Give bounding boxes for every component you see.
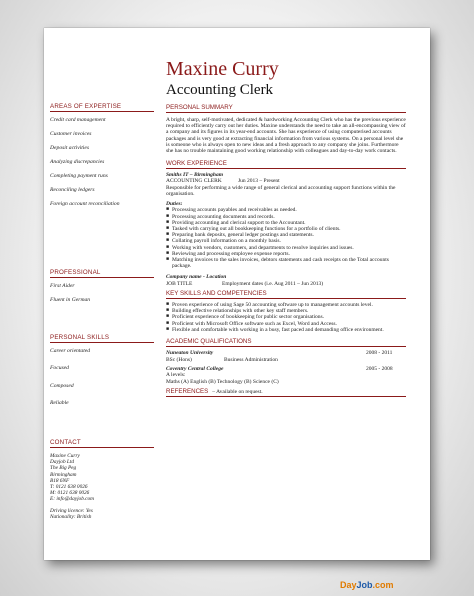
dayjob-logo [340,580,394,590]
duty-item: Providing accounting and clerical support to the Accountant. [172,219,306,226]
skill-item: Building effective relationships with other key staff members. [172,308,309,315]
job1-company: Smiths IT – Birmingham [166,172,224,179]
expertise-section [50,103,154,207]
cv-page [44,28,430,560]
contact-section [50,439,154,520]
contact-title: CONTACT [50,439,154,448]
personal-skills-section [50,334,154,407]
contact-line: The Big Peg [50,465,77,472]
university-dates: 2008 - 2011 [366,350,393,357]
duty-item: Collating payroll information on a monthly basis. [172,238,281,245]
personal-skill-item: Career orientated [50,348,91,354]
professional-title: PROFESSIONAL [50,269,154,278]
work-title: WORK EXPERIENCE [166,160,406,169]
university-name: Nuneaton University [166,350,214,357]
job1-dates: Jun 2013 – Present [238,178,280,185]
professional-item: Fluent in German [50,297,91,303]
expertise-item: Credit card management [50,117,106,123]
summary-text: A bright, sharp, self-motivated, dedicated & hardworking Accounting Clerk who has the previous experience required to efficiently carry out her duties. Maxine understands the need to take an all-encompassing view of a company and its figures in its year-end accounts. She has experience of using computerised accounts packages and is very good at extracting financial information from various systems. On a personal level she is someone who is always open to new ideas and a fresh approach to any company she joins. Furthermore she has no trouble maintaining good working relationship with colleagues and day-to-day work contacts. [166,117,406,155]
personal-skill-item: Composed [50,382,74,389]
cv-name: Maxine Curry [166,58,279,80]
professional-item: First Aider [50,283,75,289]
degree-subject: Business Administration [224,356,278,363]
duty-item: Processing accounts payables and receivables as needed. [172,207,297,214]
skill-item: Proven experience of using Sage 50 accounting software up to management accounts level. [172,302,373,309]
college-dates: 2005 - 2008 [366,365,393,372]
expertise-item: Completing payment runs [50,173,108,179]
expertise-item: Foreign account reconciliation [50,201,120,207]
duties-title: Duties: [166,201,183,208]
job2-dates: Employment dates (i.e. Aug 2011 – Jun 2013) [222,280,324,287]
duty-item: Processing accounting documents and records. [172,213,275,220]
contact-line: B18 6NF [50,477,70,484]
expertise-item: Customer invoices [50,131,92,137]
job1-title: ACCOUNTING CLERK [166,178,222,185]
cv-role: Accounting Clerk [166,82,274,98]
professional-section [50,269,154,303]
job1-desc: Responsible for performing a wide range of general clerical and accounting support functions within the organisation. [166,184,396,198]
references-rule [166,396,406,397]
duty-item: Matching invoices to the sales invoices, debtors statements and cash receipts on the Total accounts package. [172,257,389,270]
logo-part-job: Job [356,580,373,590]
job2-title: JOB TITLE [166,280,193,287]
contact-email: E: info@dayjob.com [50,496,95,503]
contact-line: Birmingham [50,471,77,478]
college-name: Coventry Central College [166,365,224,372]
expertise-title: AREAS OF EXPERTISE [50,103,154,112]
expertise-item: Reconciling ledgers [50,187,95,193]
duty-item: Preparing bank deposits, general ledger postings and statements. [172,232,314,239]
main-column: PERSONAL SUMMARY A bright, sharp, self-motivated, dedicated & hardworking Accounting Clerk who has the previous experience required to efficiently carry out her duties. Maxine understands the need to take an all-encompassing view of a company and its figures in its year-end accounts. She has experience of using computerised accounts packages and is very good at extracting financial information from various systems. On a personal level she is someone who is always open to new ideas and a fresh approach to any company she joins. Furthermore she has no trouble maintaining good working relationship with colleagues and day-to-day work contacts. WORK EXPERIENCE Smiths IT – Birmingham ACCOUNTING CLERK Jun 2013 – Present Responsible for performing a wide range of general clerical and accounting support functions within the organisation. Duties: ■ Processing accounts payables and receivables as needed. ■ Processing accounting documents and records. ■ Providing accounting and clerical support to the Accountant. ■ Tasked with carrying out all bookkeeping functions for a portfolio of clients. ■ Preparing bank deposits, general ledger postings and statements. ■ Collating payroll information on a monthly basis. ■ Working with vendors, customers, and departments to resolve inquiries and issues. ■ Reviewing and processing employee expense reports. ■ Matching invoices to the sales invoices, debtors statements and cash receipts on the Total accounts package. Company name - Location JOB TITLE Employment dates (i.e. Aug 2011 – Jun 2013) KEY SKILLS AND COMPETENCIES ■ Proven experience of using Sage 50 accounting software up to management accounts level. ■ Building effective relationships with other key staff members. ■ Proficient experience of bookkeeping for public sector organisations. ■ Proficient with Microsoft Office software such as Excel, Word and Access. ■ Flexible and comfortable with working in a busy, fast paced and demanding office environment. ACADEMIC QUALIFICATIONS Nuneaton University 2008 - 2011 BSc (Hons) Business Administration Coventry Central College 2005 - 2008 A levels: Maths (A) English (B) Technology (B) Science (C) REFERENCES – Available on request. [166,104,406,397]
degree: BSc (Hons) [166,356,192,363]
personal-skill-item: Reliable [50,400,69,407]
contact-line: Nationality: British [50,513,92,520]
duty-item: Reviewing and processing employee expense reports. [172,250,290,257]
skill-item: Proficient experience of bookkeeping for public sector organisations. [172,314,325,321]
expertise-item: Analyzing discrepancies [50,159,105,165]
contact-line: Driving licence: Yes [50,507,93,514]
skill-item: Proficient with Microsoft Office software such as Excel, Word and Access. [172,320,337,327]
expertise-item: Deposit activities [50,145,89,151]
quals-title: ACADEMIC QUALIFICATIONS [166,338,406,347]
contact-line: Dayjob Ltd [50,459,74,466]
alevels-label: A levels: [166,372,186,379]
contact-line: T: 0121 638 0026 [50,484,88,491]
contact-line: M: 0121 638 0026 [50,490,90,497]
summary-title: PERSONAL SUMMARY [166,104,406,113]
alevels-subjects: Maths (A) English (B) Technology (B) Science (C) [166,378,279,385]
duty-item: Tasked with carrying out all bookkeeping functions for a portfolio of clients. [172,226,341,233]
contact-line: Maxine Curry [50,453,80,459]
references-title: REFERENCES [166,387,209,395]
skills-title: KEY SKILLS AND COMPETENCIES [166,290,406,299]
logo-part-com: .com [372,580,394,590]
references-text: – Available on request. [212,388,263,395]
skill-item: Flexible and comfortable with working in a busy, fast paced and demanding office environment. [172,326,384,333]
job2-company: Company name - Location [166,274,227,281]
personal-skill-item: Focused [50,365,69,372]
duty-item: Working with vendors, customers, and departments to resolve inquiries and issues. [172,244,354,251]
personal-skills-title: PERSONAL SKILLS [50,334,154,343]
logo-part-day: Day [340,580,357,590]
